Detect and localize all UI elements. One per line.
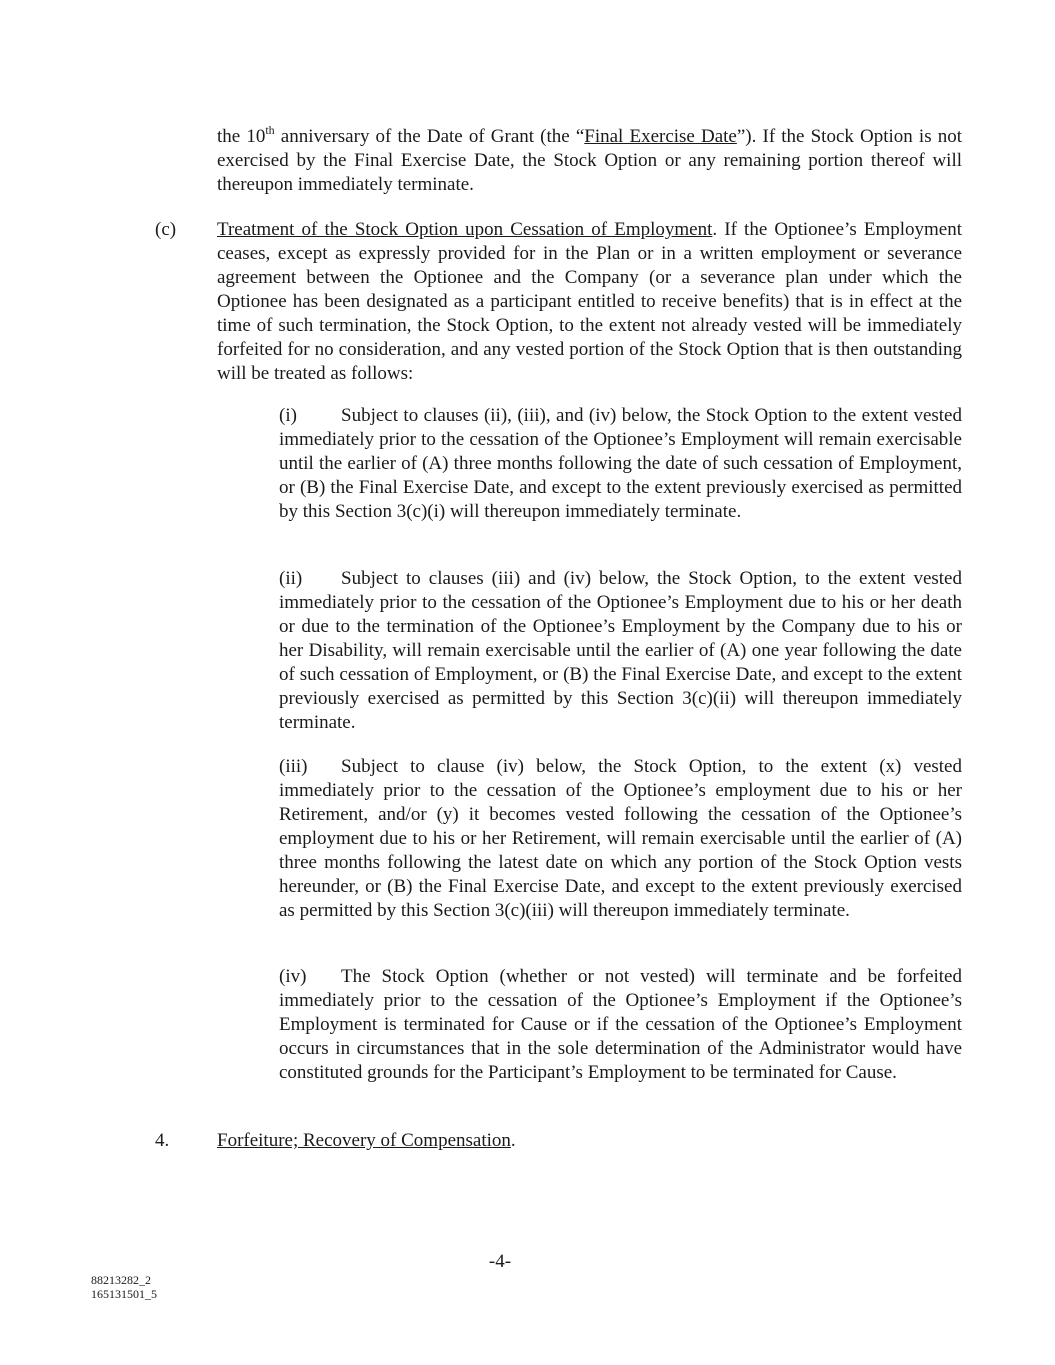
clause-i: (i) Subject to clauses (ii), (iii), and (iv) below, the Stock Option to the extent vested immediately prior to the cessation of the Optionee’s Employment will remain exercisable until the earlier of (A) three months following the date of such cessation of Employment, or (B) the Final Exercise Date, and except to the extent previously exercised as permitted by this Section 3(c)(i) will thereupon immediately terminate. bbox=[279, 405, 962, 522]
clause-iii: (iii) Subject to clause (iv) below, the Stock Option, to the extent (x) vested immediately prior to the cessation of the Optionee’s employment due to his or her Retirement, and/or (y) it becomes vested following the cessation of the Optionee’s employment due to his or her Retirement, will remain exercisable until the earlier of (A) three months following the latest date on which any portion of the Stock Option vests hereunder, or (B) the Final Exercise Date, and except to the extent previously exercised as permitted by this Section 3(c)(iii) will thereupon immediately terminate. bbox=[279, 756, 962, 921]
section-c-label: (c) bbox=[155, 219, 177, 240]
doc-id-2: 165131501_5 bbox=[91, 1287, 157, 1301]
clause-label: (iii) bbox=[279, 756, 308, 777]
section-4-heading: Forfeiture; Recovery of Compensation bbox=[217, 1130, 511, 1151]
continuation-paragraph: the 10th anniversary of the Date of Grant (the “Final Exercise Date”). If the Stock Option is not exercised by the Final Exercise Date, the Stock Option or any remaining portion thereof will thereupon immediately terminate. bbox=[217, 123, 962, 195]
section-4-heading-line: Forfeiture; Recovery of Compensation. bbox=[217, 1130, 516, 1151]
clause-label: (ii) bbox=[279, 568, 303, 589]
final-exercise-date-term: Final Exercise Date bbox=[584, 126, 737, 147]
clause-iv: (iv) The Stock Option (whether or not vested) will terminate and be forfeited immediately prior to the cessation of the Optionee’s Employment if the Optionee’s Employment is terminated for Cause or if the cessation of the Optionee’s Employment occurs in circumstances that in the sole determination of the Administrator would have constituted grounds for the Participant’s Employment to be terminated for Cause. bbox=[279, 966, 962, 1083]
section-c-heading: Treatment of the Stock Option upon Cessation of Employment bbox=[217, 219, 713, 240]
section-c-paragraph: Treatment of the Stock Option upon Cessation of Employment. If the Optionee’s Employment ceases, except as expressly provided for in the Plan or in a written employment or severance agreement between the Optionee and the Company (or a severance plan under which the Optionee has been designated as a participant entitled to receive benefits) that is in effect at the time of such termination, the Stock Option, to the extent not already vested will be immediately forfeited for no consideration, and any vested portion of the Stock Option that is then outstanding will be treated as follows: bbox=[217, 219, 962, 384]
clause-label: (iv) bbox=[279, 966, 307, 987]
doc-id-1: 88213282_2 bbox=[91, 1273, 151, 1287]
clause-label: (i) bbox=[279, 405, 297, 426]
clause-ii: (ii) Subject to clauses (iii) and (iv) below, the Stock Option, to the extent vested immediately prior to the cessation of the Optionee’s Employment due to his or her death or due to the termination of the Optionee’s Employment by the Company due to his or her Disability, will remain exercisable until the earlier of (A) one year following the date of such cessation of Employment, or (B) the Final Exercise Date, and except to the extent previously exercised as permitted by this Section 3(c)(ii) will thereupon immediately terminate. bbox=[279, 568, 962, 733]
section-4-label: 4. bbox=[155, 1130, 170, 1151]
page-number: -4- bbox=[488, 1251, 512, 1272]
